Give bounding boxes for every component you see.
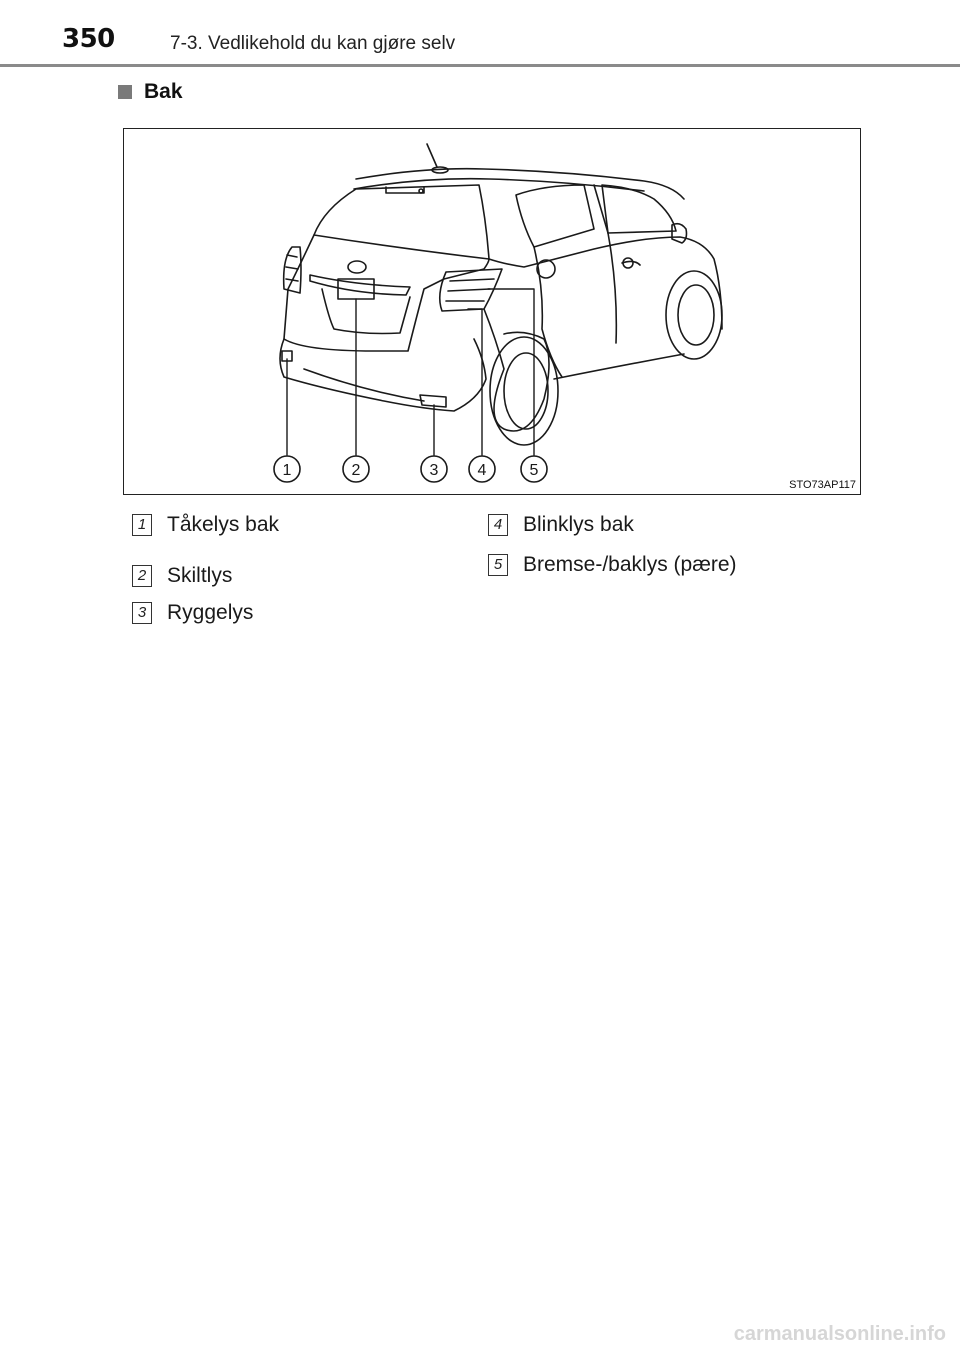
legend-item — [488, 513, 634, 537]
car-rear-illustration — [123, 128, 861, 495]
header-rule — [0, 64, 960, 67]
legend-number: 1 — [132, 514, 152, 536]
license-plate-recess — [322, 289, 410, 334]
legend-number: 5 — [488, 554, 508, 576]
legend-item — [132, 564, 232, 588]
watermark: carmanualsonline.info — [733, 1323, 946, 1345]
logo-emblem — [348, 261, 366, 273]
chapter-title: 7-3. Vedlikehold du kan gjøre selv — [170, 33, 456, 54]
callout-number-5: 5 — [529, 462, 539, 479]
leader-line-4 — [468, 309, 482, 455]
callout-number-4: 4 — [477, 462, 487, 479]
legend-label: Bremse-/baklys (pære) — [523, 553, 737, 576]
rear-wheel-arch — [484, 309, 549, 431]
legend-item — [132, 513, 279, 537]
rear-bumper — [280, 339, 486, 411]
figure-code: STO73AP117 — [789, 479, 856, 491]
legend-label: Ryggelys — [167, 601, 254, 624]
side-window-rear — [516, 185, 594, 247]
left-tail-light — [284, 247, 301, 293]
legend-number: 4 — [488, 514, 508, 536]
fuel-cap — [537, 260, 555, 278]
legend-number: 3 — [132, 602, 152, 624]
antenna — [427, 144, 437, 167]
legend-label: Tåkelys bak — [167, 513, 280, 536]
section-heading — [118, 80, 183, 104]
square-bullet-icon — [118, 85, 132, 99]
callout-number-3: 3 — [429, 462, 439, 479]
side-body — [489, 237, 722, 329]
section-title: Bak — [144, 80, 183, 103]
side-window-front — [602, 185, 676, 233]
callout-number-1: 1 — [282, 462, 292, 479]
page-number: 350 — [62, 24, 115, 54]
car-drawing — [124, 129, 862, 496]
legend-item — [488, 553, 737, 577]
rear-window — [314, 185, 489, 259]
legend-label: Skiltlys — [167, 564, 233, 587]
legend-item — [132, 601, 253, 625]
callout-number-2: 2 — [351, 462, 361, 479]
legend-number: 2 — [132, 565, 152, 587]
page-header — [0, 0, 960, 70]
legend-label: Blinklys bak — [523, 513, 634, 536]
